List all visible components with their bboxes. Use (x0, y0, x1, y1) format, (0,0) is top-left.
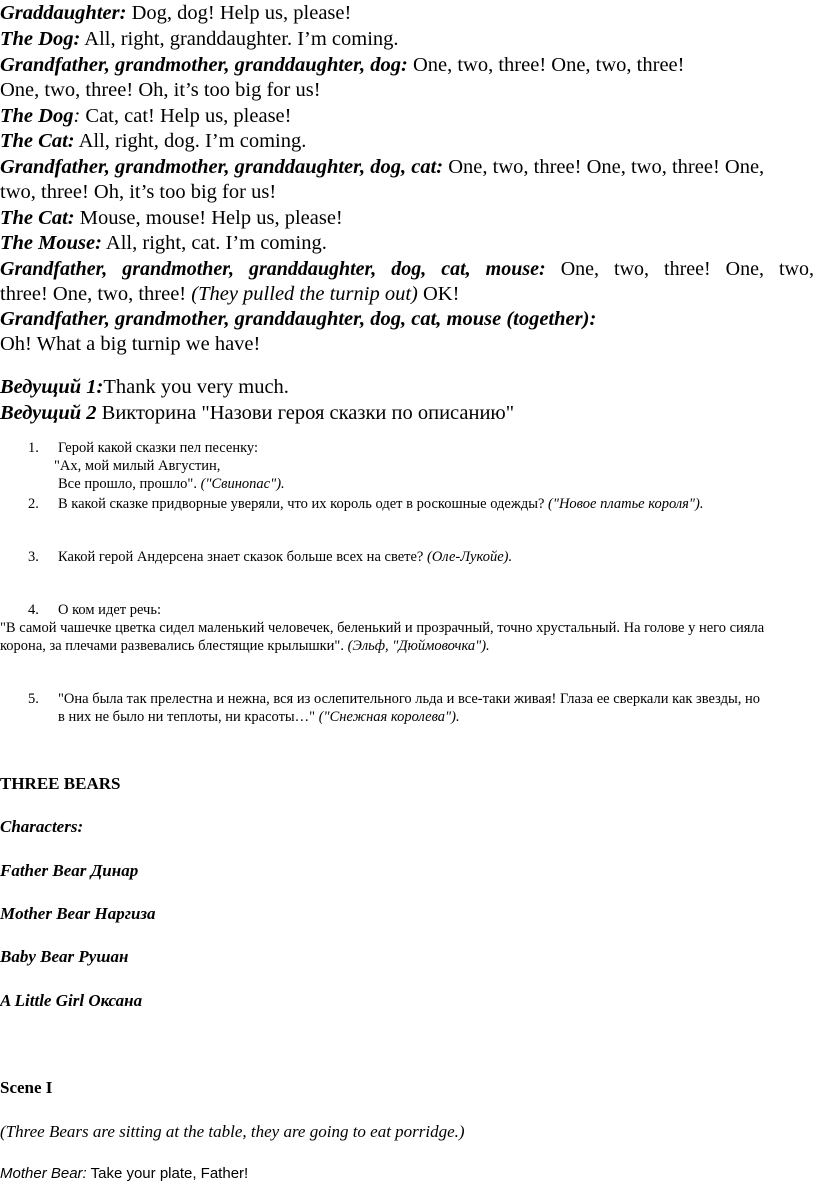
quiz-question: "Ах, мой милый Августин, (54, 458, 221, 474)
dialogue-line: One, two, three! Oh, it’s too big for us! (0, 79, 321, 101)
quiz-question: "Она была так прелестна и нежна, вся из ослепительного льда и все-таки живая! Глаза ее сверкали как звезды, но (58, 691, 760, 707)
speaker: Grandfather, grandmother, granddaughter, dog, cat, mouse (together): (0, 308, 597, 330)
speaker: The Dog: (0, 28, 81, 50)
dialogue-line: Oh! What a big turnip we have! (0, 333, 261, 355)
speaker: Ведущий 2 (0, 402, 97, 424)
speaker: The Cat: (0, 207, 75, 229)
dialogue-line (0, 284, 459, 305)
line-text: One, two, three! One, two, three! One, (443, 156, 765, 178)
character-entry (0, 862, 138, 879)
quiz-question: О ком идет речь: (58, 602, 161, 618)
quiz-question (58, 477, 285, 492)
character-role: A Little Girl (0, 991, 85, 1010)
character-entry (0, 948, 128, 965)
line-text: Thank you very much. (103, 376, 289, 398)
dialogue-line: two, three! Oh, it’s too big for us! (0, 181, 277, 203)
quiz-question (58, 497, 703, 512)
dialogue-line (0, 259, 814, 279)
line-text: Викторина "Назови героя сказки по описанию" (96, 402, 515, 424)
character-actor: Наргиза (94, 904, 156, 923)
speaker-colon: : (73, 105, 81, 127)
characters-heading: Characters: (0, 817, 84, 836)
quiz-number: 5. (28, 691, 39, 707)
speaker: Ведущий 1: (0, 376, 104, 398)
quiz-answer: ("Новое платье короля"). (548, 496, 704, 512)
line-text: Cat, cat! Help us, please! (80, 105, 292, 127)
speaker: Grandfather, grandmother, granddaughter, dog, cat: (0, 156, 444, 178)
quiz-answer: (Оле-Лукойе). (426, 549, 513, 565)
quiz-number: 3. (28, 549, 39, 565)
dialogue-line (0, 157, 764, 178)
line-text: All, right, granddaughter. I’m coming. (80, 28, 399, 50)
quiz-number: 4. (28, 602, 39, 618)
quiz-answer: ("Снежная королева"). (318, 709, 460, 725)
quiz-text: в них не было ни теплоты, ни красоты…" (58, 709, 319, 725)
line-text: Mouse, mouse! Help us, please! (74, 207, 343, 229)
character-actor: Рушан (78, 947, 129, 966)
character-role: Baby Bear (0, 947, 75, 966)
stage-direction: (They pulled the turnip out) (191, 283, 418, 305)
quiz-question (58, 550, 512, 565)
quiz-answer: ("Свинопас"). (200, 476, 285, 492)
dialogue-line (0, 29, 399, 50)
speaker: Graddaughter: (0, 2, 127, 24)
line-text: All, right, dog. I’m coming. (74, 130, 307, 152)
dialogue-line (0, 208, 343, 229)
character-entry (0, 992, 142, 1009)
play-title: THREE BEARS (0, 774, 121, 793)
dialogue-line (0, 3, 351, 24)
speaker: The Cat: (0, 130, 75, 152)
line-text: Dog, dog! Help us, please! (126, 2, 352, 24)
scene-heading: Scene I (0, 1078, 53, 1097)
dialogue-line (0, 131, 306, 152)
character-role: Father Bear (0, 861, 87, 880)
line-text: three! One, two, three! (0, 283, 192, 305)
quiz-number: 2. (28, 496, 39, 512)
character-entry (0, 905, 156, 922)
character-actor: Динар (90, 861, 139, 880)
quiz-text: Все прошло, прошло". (58, 476, 201, 492)
quiz-text: В какой сказке придворные уверяли, что их король одет в роскошные одежды? (58, 496, 549, 512)
quiz-text: корона, за плечами развевались блестящие крылышки". (0, 638, 348, 654)
quiz-answer: (Эльф, "Дюймовочка"). (347, 638, 490, 654)
speaker: Mother Bear: (0, 1165, 87, 1182)
quiz-text: Какой герой Андерсена знает сказок больше всех на свете? (58, 549, 427, 565)
quiz-question (58, 710, 460, 725)
character-actor: Оксана (88, 991, 143, 1010)
speaker: The Mouse: (0, 232, 102, 254)
dialogue-line (0, 106, 291, 127)
quiz-quote (0, 639, 490, 654)
speaker: Grandfather, grandmother, granddaughter, dog: (0, 54, 408, 76)
host-line (0, 403, 514, 424)
line-text: One, two, three! One, two, three! (407, 54, 685, 76)
host-line (0, 377, 289, 398)
dialogue-line (0, 233, 327, 254)
stage-direction: (Three Bears are sitting at the table, they are going to eat porridge.) (0, 1122, 465, 1141)
line-text: One, two, three! One, two, (545, 258, 814, 280)
speaker: The Dog (0, 105, 74, 127)
dialogue-line (0, 1166, 248, 1181)
speaker: Grandfather, grandmother, granddaughter, dog, cat, mouse: (0, 258, 546, 280)
quiz-question: Герой какой сказки пел песенку: (58, 440, 259, 456)
quiz-quote: "В самой чашечке цветка сидел маленький человечек, беленький и прозрачный, точно хрустальный. На голове у него сияла (0, 620, 765, 636)
line-text: OK! (417, 283, 460, 305)
line-text: All, right, cat. I’m coming. (101, 232, 327, 254)
dialogue-line (0, 309, 596, 330)
dialogue-line (0, 55, 684, 76)
character-role: Mother Bear (0, 904, 91, 923)
line-text: Take your plate, Father! (86, 1165, 249, 1182)
quiz-number: 1. (28, 440, 39, 456)
